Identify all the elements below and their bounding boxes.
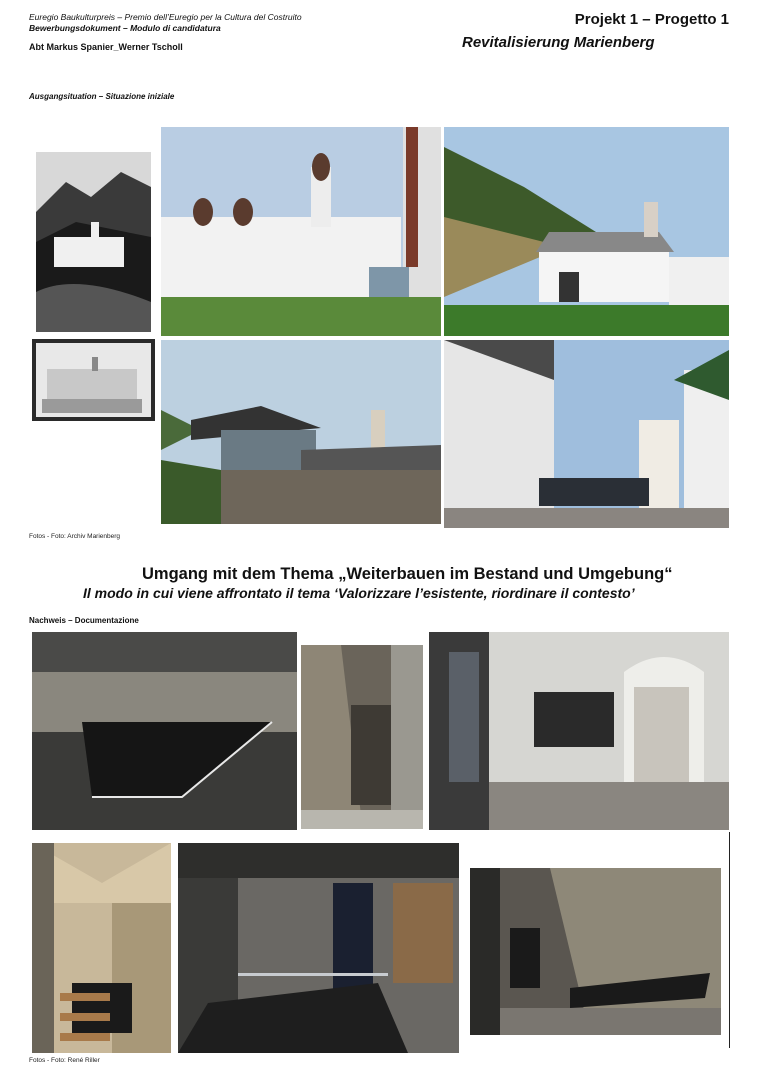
photo-vaulted-gallery <box>429 632 729 830</box>
section-label-documentation: Nachweis – Documentazione <box>29 616 139 625</box>
section-heading-de: Umgang mit dem Thema „Weiterbauen im Bestand und Umgebung“ <box>142 565 673 583</box>
section-label-initial: Ausgangsituation – Situazione iniziale <box>29 92 175 101</box>
historic-postcard <box>32 339 155 421</box>
section-heading-it: Il modo in cui viene affrontato il tema ‘Valorizzare l’esistente, riordinare il contesto’ <box>83 585 635 601</box>
project-title: Revitalisierung Marienberg <box>462 34 655 51</box>
photo-chapel-valley <box>444 127 729 336</box>
photo-monastery-facade <box>444 340 729 528</box>
photo-new-structure-wall <box>161 340 441 524</box>
photo-monastery-courtyard <box>161 127 441 336</box>
project-number: Projekt 1 – Progetto 1 <box>574 11 729 28</box>
photo-credit-riller: Fotos - Foto: René Riller <box>29 1057 100 1064</box>
photo-library <box>178 843 459 1053</box>
photo-exhibition-hall <box>32 632 297 830</box>
historic-photo-monastery <box>36 152 151 332</box>
photo-timber-stair <box>32 843 171 1053</box>
prize-line: Euregio Baukulturpreis – Premio dell’Euregio per la Cultura del Costruito <box>29 12 302 22</box>
authors: Abt Markus Spanier_Werner Tscholl <box>29 42 183 52</box>
photo-stone-corridor <box>301 645 423 829</box>
photo-credit-archive: Fotos - Foto: Archiv Marienberg <box>29 533 121 540</box>
document-line: Bewerbungsdokument – Modulo di candidatura <box>29 23 221 33</box>
right-rule <box>729 832 730 1048</box>
photo-display-corridor <box>470 868 721 1035</box>
